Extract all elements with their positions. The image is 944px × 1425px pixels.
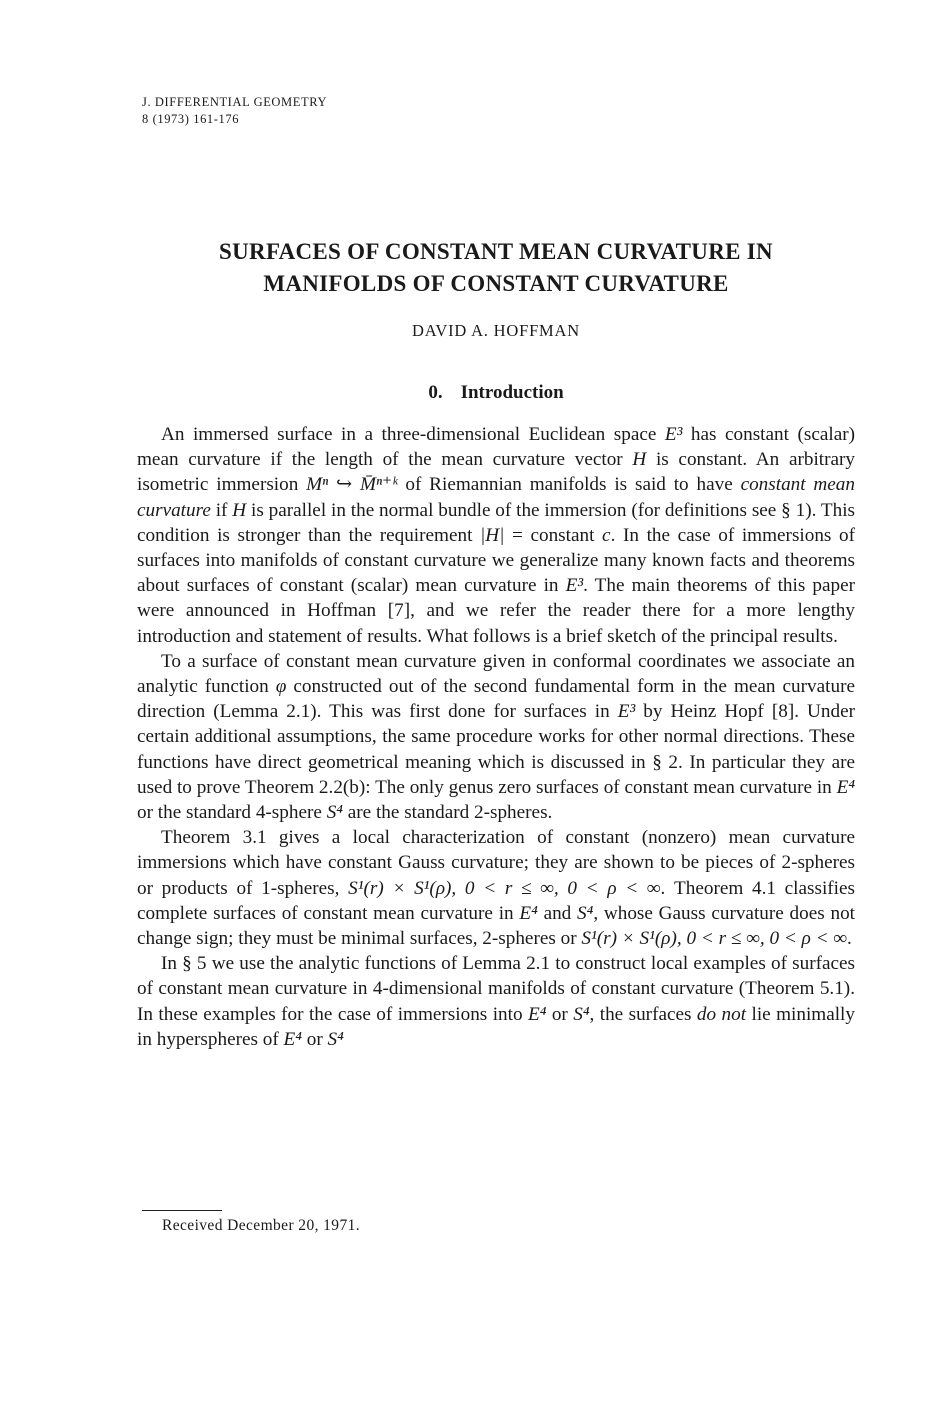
article-body xyxy=(137,422,855,1052)
math-phi: φ xyxy=(275,676,287,698)
title-line-2: MANIFOLDS OF CONSTANT CURVATURE xyxy=(263,271,729,296)
math-e3: E³ xyxy=(565,575,584,597)
article-title xyxy=(140,236,852,300)
math-h: H xyxy=(232,499,247,521)
math-e3: E³ xyxy=(617,701,636,723)
journal-volume: 8 (1973) 161-176 xyxy=(142,112,240,126)
author: DAVID A. HOFFMAN xyxy=(412,321,580,340)
math-s4: S⁴ xyxy=(326,802,343,824)
term-constant-mean-curvature: constant mean curvature xyxy=(137,474,855,521)
journal-header xyxy=(142,94,327,128)
paragraph-3: Theorem 3.1 gives a local characterization of constant (nonzero) mean curvature immersions which have constant Gauss curvature; they are shown to be pieces of 2-spheres or products of 1-spheres, S¹(r) × S¹(ρ), 0 < r ≤ ∞, 0 < ρ < ∞. Theorem 4.1 classifies complete surfaces of constant mean curvature in E⁴ and S⁴, whose Gauss curvature does not change sign; they must be minimal surfaces, 2-spheres or S¹(r) × S¹(ρ), 0 < r ≤ ∞, 0 < ρ < ∞. xyxy=(137,827,855,950)
section-number: 0. xyxy=(428,382,443,403)
math-immersion: Mⁿ ↪ M̄ⁿ⁺ᵏ xyxy=(306,474,398,496)
footnote-rule xyxy=(142,1210,222,1211)
paragraph-4: In § 5 we use the analytic functions of Lemma 2.1 to construct local examples of surfaces of constant mean curvature in 4-dimensional manifolds of constant curvature (Theorem 5.1). In these examples for the case of immersions into E⁴ or S⁴, the surfaces do not lie minimally in hyperspheres of E⁴ or S⁴ xyxy=(137,953,855,1050)
math-s4: S⁴ xyxy=(573,1003,590,1025)
math-c: c xyxy=(602,524,611,546)
section-title: Introduction xyxy=(460,382,564,403)
journal-name: J. DIFFERENTIAL GEOMETRY xyxy=(142,95,328,109)
math-s4: S⁴ xyxy=(577,902,594,924)
math-e4: E⁴ xyxy=(283,1028,302,1050)
math-product-range: S¹(r) × S¹(ρ), 0 < r ≤ ∞, 0 < ρ < ∞ xyxy=(348,877,661,899)
math-product-range: S¹(r) × S¹(ρ), 0 < r ≤ ∞, 0 < ρ < ∞ xyxy=(581,928,848,950)
math-e4: E⁴ xyxy=(527,1003,547,1025)
title-line-1: SURFACES OF CONSTANT MEAN CURVATURE IN xyxy=(219,239,773,264)
math-e4: E⁴ xyxy=(519,902,538,924)
paragraph-1: An immersed surface in a three-dimensional Euclidean space E³ has constant (scalar) mean curvature if the length of the mean curvature vector H is constant. An arbitrary isometric immersion Mⁿ ↪ M̄ⁿ⁺ᵏ of Riemannian manifolds is said to have constant mean curvature if H is parallel in the normal bundle of the immersion (for definitions see § 1). This condition is stronger than the requirement |H| = constant c. In the case of immersions of surfaces into manifolds of constant curvature we generalize many known facts and theorems about surfaces of constant (scalar) mean curvature in E³. The main theorems of this paper were announced in Hoffman [7], and we refer the reader there for a more lengthy introduction and statement of results. What follows is a brief sketch of the principal results. xyxy=(137,424,856,647)
math-e3: E³ xyxy=(664,424,683,445)
math-h: H xyxy=(632,449,647,471)
math-s4: S⁴ xyxy=(327,1028,344,1050)
section-heading xyxy=(140,382,852,404)
math-e4: E⁴ xyxy=(836,776,855,798)
received-date: Received December 20, 1971. xyxy=(162,1217,361,1234)
math-abs-h: |H| xyxy=(480,524,505,546)
term-do-not: do not xyxy=(696,1003,747,1025)
paragraph-2: To a surface of constant mean curvature given in conformal coordinates we associate an analytic function φ constructed out of the second fundamental form in the mean curvature direction (Lemma 2.1). This was first done for surfaces in E³ by Heinz Hopf [8]. Under certain additional assumptions, the same procedure works for other normal directions. These functions have direct geometrical meaning which is discussed in § 2. In particular they are used to prove Theorem 2.2(b): The only genus zero surfaces of constant mean curvature in E⁴ or the standard 4-sphere S⁴ are the standard 2-spheres. xyxy=(137,650,855,824)
